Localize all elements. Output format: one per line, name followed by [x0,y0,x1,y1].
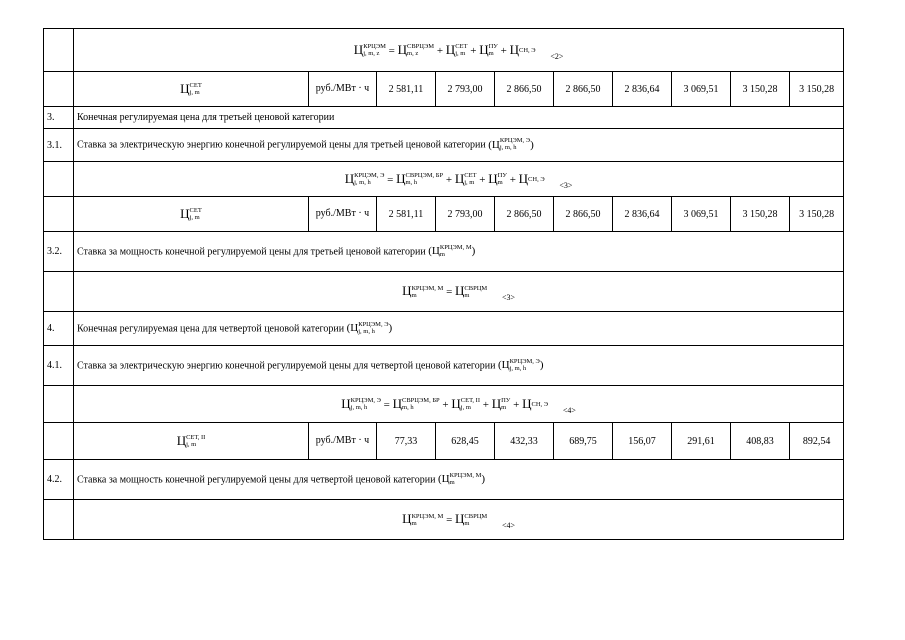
section-row-3-1 [44,129,844,162]
section-symbol: (Ц КРЦЭМ, Э j, m, h ) [497,357,544,372]
value-cell: 3 150,28 [731,197,790,232]
section-title-cell [74,312,844,346]
empty-num-cell [44,500,74,540]
section-row-3 [44,107,844,129]
value-cell: 628,45 [436,423,495,460]
symbol-cell: Ц СЕТ j, m [74,72,309,107]
formula-row-4-capacity [44,500,844,540]
empty-num-cell [44,272,74,312]
symbol-cell: Ц СЕТ, II j, m [74,423,309,460]
value-cell: 2 866,50 [554,72,613,107]
value-cell: 3 150,28 [790,72,844,107]
formula-row-3-capacity [44,272,844,312]
section-number: 3.2. [44,232,74,272]
section-title: Ставка за электрическую энергию конечной регулируемой цены для третьей ценовой категории [77,139,486,151]
empty-num-cell [44,423,74,460]
value-cell: 2 866,50 [495,197,554,232]
value-cell: 2 581,11 [377,197,436,232]
value-cell: 77,33 [377,423,436,460]
section-row-4-1 [44,346,844,386]
section-number: 4.1. [44,346,74,386]
formula-cell [74,386,844,423]
value-cell: 2 793,00 [436,197,495,232]
formula-row-2 [44,29,844,72]
value-cell: 892,54 [790,423,844,460]
footnote-ref: <3> [559,180,573,190]
formula-row-3 [44,162,844,197]
section-title-cell [74,129,844,162]
section-title: Ставка за мощность конечной регулируемой цены для третьей ценовой категории [77,246,426,258]
section-number: 4. [44,312,74,346]
section-title-cell [74,346,844,386]
formula-cell [74,500,844,540]
value-cell: 3 069,51 [672,72,731,107]
section-symbol: (Ц КРЦЭМ, М m ) [428,243,476,258]
values-row [44,423,844,460]
formula-4: Ц КРЦЭМ, Э j, m, h = Ц СВРЦЭМ, БР m, h + Ц СЕТ, II j, m + Ц ПУ m + Ц СН, Э $_{<4>}$ [341,395,576,415]
section-title-cell [74,232,844,272]
section-symbol: (Ц КРЦЭМ, М m ) [437,471,486,486]
formula-3: Ц КРЦЭМ, Э j, m, h = Ц СВРЦЭМ, БР m, h + Ц СЕТ j, m + Ц ПУ m + Ц СН, Э $_{<3>}$ [344,170,573,190]
unit-cell: руб./МВт · ч [309,423,377,460]
formula-4-capacity: Ц КРЦЭМ, М m = Ц СВРЦМ m $_{<4>}$ [402,511,515,531]
empty-num-cell [44,386,74,423]
value-cell: 432,33 [495,423,554,460]
empty-num-cell [44,72,74,107]
value-cell: 2 836,64 [613,197,672,232]
formula-2: Ц КРЦЭМ j, m, z = Ц СВРЦЭМ m, z + Ц СЕТ j, m + Ц ПУ m + Ц СН, Э $_{<2>}$ [353,41,564,61]
value-cell: 2 866,50 [554,197,613,232]
values-row [44,197,844,232]
value-cell: 291,61 [672,423,731,460]
footnote-ref: <3> [501,293,515,303]
section-title-cell [74,460,844,500]
formula-row-4 [44,386,844,423]
value-cell: 2 581,11 [377,72,436,107]
value-cell: 2 836,64 [613,72,672,107]
formula-3-capacity: Ц КРЦЭМ, М m = Ц СВРЦМ m $_{<3>}$ [402,283,515,303]
footnote-ref: <2> [550,51,564,61]
formula-cell [74,272,844,312]
unit-cell: руб./МВт · ч [309,197,377,232]
section-row-4-2 [44,460,844,500]
section-title: Ставка за мощность конечной регулируемой цены для четвертой ценовой категории [77,474,436,486]
value-cell: 2 793,00 [436,72,495,107]
tariff-table [43,28,844,540]
section-symbol: (Ц КРЦЭМ, Э j, m, h ) [346,320,393,335]
section-number: 3.1. [44,129,74,162]
value-cell: 689,75 [554,423,613,460]
formula-cell [74,162,844,197]
value-cell: 3 150,28 [790,197,844,232]
footnote-ref: <4> [501,521,515,531]
value-cell: 3 069,51 [672,197,731,232]
symbol-cell: Ц СЕТ j, m [74,197,309,232]
empty-num-cell [44,29,74,72]
value-cell: 2 866,50 [495,72,554,107]
values-row [44,72,844,107]
formula-cell [74,29,844,72]
empty-num-cell [44,162,74,197]
footnote-ref: <4> [562,405,576,415]
section-title: Конечная регулируемая цена для третьей ценовой категории [74,107,844,129]
section-row-3-2 [44,232,844,272]
section-title: Ставка за электрическую энергию конечной регулируемой цены для четвертой ценовой категории [77,360,496,372]
section-row-4 [44,312,844,346]
section-number: 4.2. [44,460,74,500]
unit-cell: руб./МВт · ч [309,72,377,107]
value-cell: 3 150,28 [731,72,790,107]
section-symbol: (Ц КРЦЭМ, Э j, m, h ) [488,137,534,151]
section-number: 3. [44,107,74,129]
value-cell: 156,07 [613,423,672,460]
empty-num-cell [44,197,74,232]
section-title: Конечная регулируемая цена для четвертой ценовой категории [77,323,345,335]
value-cell: 408,83 [731,423,790,460]
